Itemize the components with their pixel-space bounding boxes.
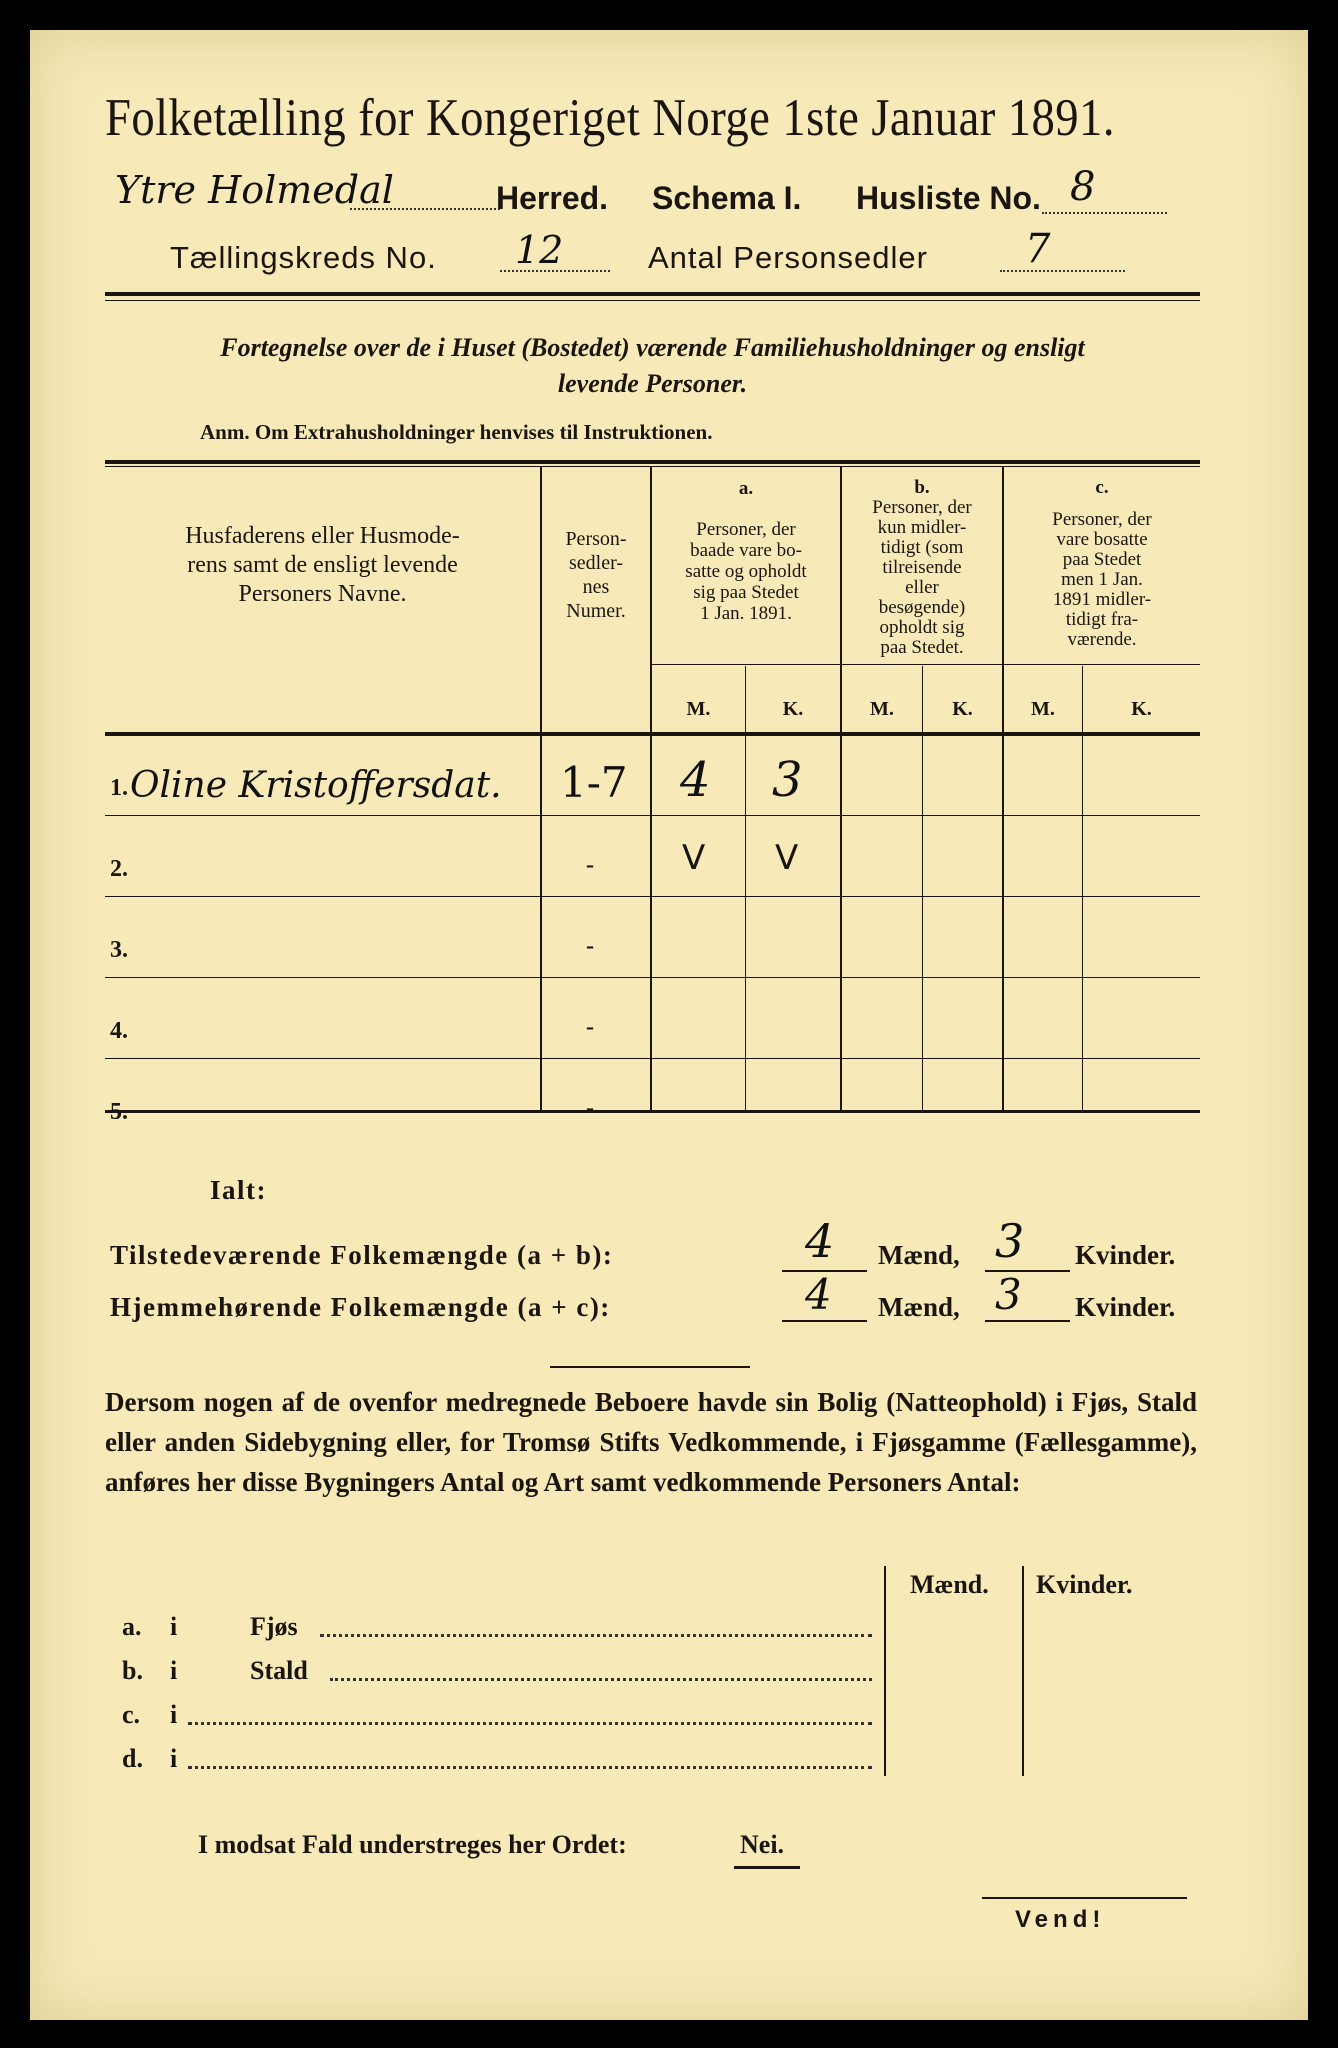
outbuildings-divider-2 <box>1022 1566 1024 1776</box>
tilstede-k-value: 3 <box>995 1214 1025 1268</box>
outbuildings-col-kvinder: Kvinder. <box>1036 1570 1133 1599</box>
item-a-label: Fjøs <box>250 1612 298 1641</box>
col-c-line-2: vare bosatte <box>1056 529 1148 550</box>
col-num-line-4: Numer. <box>566 600 626 622</box>
row-2-num: 2. <box>110 856 128 882</box>
row-1-a-k: 3 <box>772 752 803 808</box>
husliste-label: Husliste No. <box>856 180 1041 216</box>
row-4-num: 4. <box>110 1018 128 1044</box>
form-title: Folketælling for Kongeriget Norge 1ste Januar 1891. <box>105 89 1115 147</box>
kreds-value: 12 <box>515 228 564 272</box>
nei-underline <box>734 1866 800 1869</box>
kreds-label: Tællingskreds No. <box>170 240 437 275</box>
col-b-m: M. <box>870 698 894 720</box>
header-rule-thin <box>105 300 1200 301</box>
tilstede-label: Tilstedeværende Folkemængde (a + b): <box>110 1240 614 1270</box>
col-c-letter: c. <box>1095 477 1109 498</box>
item-a-prep: i <box>170 1612 178 1641</box>
col-num-line-2: sedler- <box>568 552 623 574</box>
row-4-sedler: - <box>586 1014 594 1040</box>
herred-dotline <box>350 208 500 210</box>
col-a-k: K. <box>782 698 804 720</box>
item-b-label: Stald <box>250 1656 308 1685</box>
col-num-line-3: nes <box>582 576 610 598</box>
col-b-line-3: tidigt (som <box>880 537 964 558</box>
hjemme-k-rule <box>985 1320 1070 1322</box>
item-b-dots <box>330 1678 872 1681</box>
col-a-line-1: Personer, der <box>696 519 796 540</box>
item-c-dots <box>188 1722 872 1725</box>
husliste-value: 8 <box>1070 164 1096 210</box>
antal-dotline <box>1000 270 1125 272</box>
col-b-header <box>842 478 1002 658</box>
col-c-line-5: 1891 midler- <box>1052 589 1152 610</box>
col-a-letter: a. <box>738 478 754 499</box>
row-line-3 <box>105 977 1200 978</box>
col-c-line-4: men 1 Jan. <box>1061 569 1143 590</box>
item-a-letter: a. <box>122 1612 142 1641</box>
tilstede-m-value: 4 <box>805 1214 835 1268</box>
row-line-1 <box>105 815 1200 816</box>
col-a-m: M. <box>686 698 711 720</box>
census-form <box>30 30 1308 2020</box>
col-c-m: M. <box>1031 698 1055 720</box>
col-c-line-3: paa Stedet <box>1062 549 1142 570</box>
table-header-rule <box>105 732 1200 736</box>
col-names-line-1: Husfaderens eller Husmode- <box>185 523 460 549</box>
outbuildings-col-maend: Mænd. <box>910 1570 989 1599</box>
col-divider-c-mk <box>1082 666 1083 1110</box>
col-b-line-4: tilreisende <box>882 557 962 578</box>
col-num-header <box>542 527 650 623</box>
antal-label: Antal Personsedler <box>648 240 928 275</box>
col-b-k: K. <box>952 698 973 720</box>
table-top-rule <box>105 460 1200 464</box>
ialt-label: Ialt: <box>210 1175 267 1205</box>
vend-rule <box>982 1897 1187 1899</box>
section-divider <box>550 1366 750 1368</box>
item-d-dots <box>188 1766 872 1769</box>
item-d-prep: i <box>170 1744 178 1773</box>
col-c-line-6: tidigt fra- <box>1065 609 1139 630</box>
hjemme-k-value: 3 <box>995 1270 1022 1319</box>
intro-line-1: Fortegnelse over de i Huset (Bostedet) værende Familiehusholdninger og ensligt <box>220 333 1085 362</box>
col-b-line-7: opholdt sig <box>879 617 965 638</box>
outbuildings-paragraph: Dersom nogen af de ovenfor medregnede Beboere havde sin Bolig (Natteophold) i Fjøs, Stald eller anden Sidebygning eller, for Tromsø Stifts Vedkommende, i Fjøsgamme (Fællesgamme), anføres her disse Bygningers Antal og Art samt vedkommende Personers Antal: <box>105 1387 1197 1497</box>
col-c-line-7: værende. <box>1067 629 1137 650</box>
row-1-num: 1. <box>110 775 128 801</box>
col-b-line-5: eller <box>905 577 939 598</box>
col-names-header <box>110 522 535 609</box>
col-a-line-2: baade vare bo- <box>690 540 802 561</box>
anm-note: Anm. Om Extrahusholdninger henvises til Instruktionen. <box>200 420 713 444</box>
table-bottom-rule <box>105 1110 1200 1113</box>
row-3-sedler: - <box>586 933 594 959</box>
intro-line-2: levende Personer. <box>557 369 748 398</box>
col-divider-a-mk <box>745 666 746 1110</box>
item-c-letter: c. <box>122 1700 141 1729</box>
item-c-prep: i <box>170 1700 178 1729</box>
row-line-2 <box>105 896 1200 897</box>
col-names-line-2: rens samt de ensligt levende <box>187 552 458 578</box>
row-line-4 <box>105 1058 1200 1059</box>
item-b-letter: b. <box>122 1656 143 1685</box>
vend-label: Vend! <box>1015 1906 1106 1933</box>
row-2-a-m: V <box>682 838 706 878</box>
antal-value: 7 <box>1025 226 1051 272</box>
col-a-line-3: satte og opholdt <box>685 561 807 582</box>
col-b-line-2: kun midler- <box>877 517 967 538</box>
row-5-num: 5. <box>110 1099 128 1125</box>
husliste-dotline <box>1042 212 1167 214</box>
item-b-prep: i <box>170 1656 178 1685</box>
row-1-a-m: 4 <box>680 752 711 808</box>
col-c-line-1: Personer, der <box>1052 509 1152 530</box>
row-2-sedler: - <box>586 852 594 878</box>
tilstede-maend: Mænd, <box>878 1240 960 1270</box>
schema-label: Schema I. <box>652 180 802 216</box>
col-c-header <box>1004 478 1200 650</box>
modsat-text: I modsat Fald understreges her Ordet: <box>198 1830 627 1859</box>
nei-word: Nei. <box>740 1830 785 1859</box>
row-3-num: 3. <box>110 937 128 963</box>
item-d-letter: d. <box>122 1744 143 1773</box>
hjemme-m-value: 4 <box>805 1270 832 1319</box>
header-rule <box>105 292 1200 296</box>
col-names-line-3: Personers Navne. <box>238 581 407 607</box>
row-5-sedler: - <box>586 1095 594 1121</box>
col-c-k: K. <box>1131 698 1152 720</box>
col-b-letter: b. <box>914 477 930 498</box>
hjemme-maend: Mænd, <box>878 1292 960 1322</box>
kreds-dotline <box>500 270 610 272</box>
col-divider-b-mk <box>922 666 923 1110</box>
tilstede-kvinder: Kvinder. <box>1075 1240 1176 1270</box>
row-2-a-k: V <box>775 838 799 878</box>
hjemme-m-rule <box>782 1320 867 1322</box>
intro-text <box>105 330 1200 402</box>
col-num-line-1: Person- <box>565 528 627 550</box>
herred-value: Ytre Holmedal <box>115 168 394 212</box>
row-1-sedler: 1-7 <box>560 758 628 807</box>
col-b-line-1: Personer, der <box>872 497 972 518</box>
outbuildings-divider-1 <box>884 1566 886 1776</box>
col-b-line-6: besøgende) <box>878 597 966 618</box>
col-a-line-5: 1 Jan. 1891. <box>700 603 792 624</box>
mk-subheader-rule <box>650 664 1200 665</box>
hjemme-kvinder: Kvinder. <box>1075 1292 1176 1322</box>
table-top-rule-thin <box>105 466 1200 467</box>
col-a-line-4: sig paa Stedet <box>693 582 799 603</box>
col-b-line-8: paa Stedet. <box>880 637 964 658</box>
item-a-dots <box>320 1634 872 1637</box>
col-a-header <box>652 478 840 624</box>
hjemme-label: Hjemmehørende Folkemængde (a + c): <box>110 1292 611 1322</box>
row-1-name: Oline Kristoffersdat. <box>130 765 502 806</box>
herred-label: Herred. <box>496 180 609 216</box>
